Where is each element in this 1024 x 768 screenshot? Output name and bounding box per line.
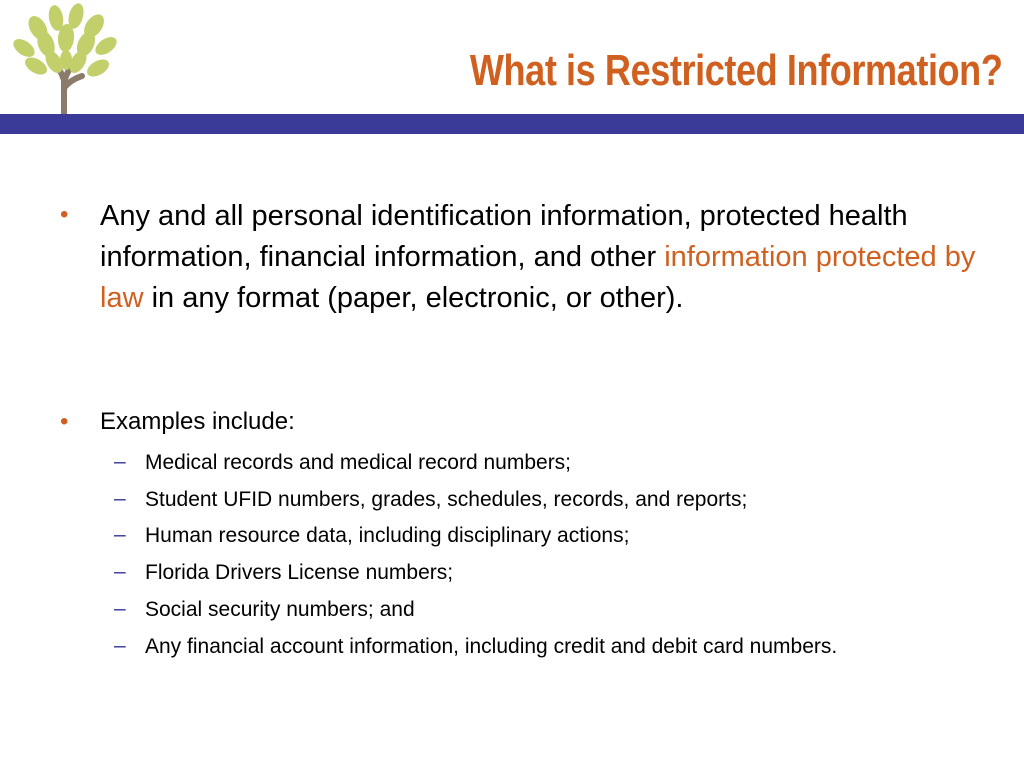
dash-marker: – [114,450,126,473]
list-item: Student UFID numbers, grades, schedules, records, and reports; [145,488,748,511]
dash-marker: – [114,597,126,620]
list-item: Social security numbers; and [145,598,415,621]
header-band [0,114,1024,134]
bullet-dot: • [60,408,69,435]
dash-marker: – [114,523,126,546]
dash-marker: – [114,487,126,510]
list-item: Florida Drivers License numbers; [145,561,454,584]
bullet1-text-after: in any format (paper, electronic, or other). [151,282,684,314]
bullet1-highlight: information protected by law [100,241,976,314]
bullet-restricted-definition [100,196,980,319]
bullet-examples-label: Examples include: [100,408,295,435]
dash-marker: – [114,634,126,657]
list-item: Human resource data, including disciplinary actions; [145,524,630,547]
list-item: Any financial account information, including credit and debit card numbers. [145,635,838,658]
tree-logo-icon [10,2,122,116]
list-item: Medical records and medical record numbers; [145,451,572,474]
bullet-dot: • [60,201,69,228]
dash-marker: – [114,560,126,583]
bullet1-text-before: Any and all personal identification information, protected health information, financial information, and other [100,200,908,273]
page-title: What is Restricted Information? [469,46,1002,95]
